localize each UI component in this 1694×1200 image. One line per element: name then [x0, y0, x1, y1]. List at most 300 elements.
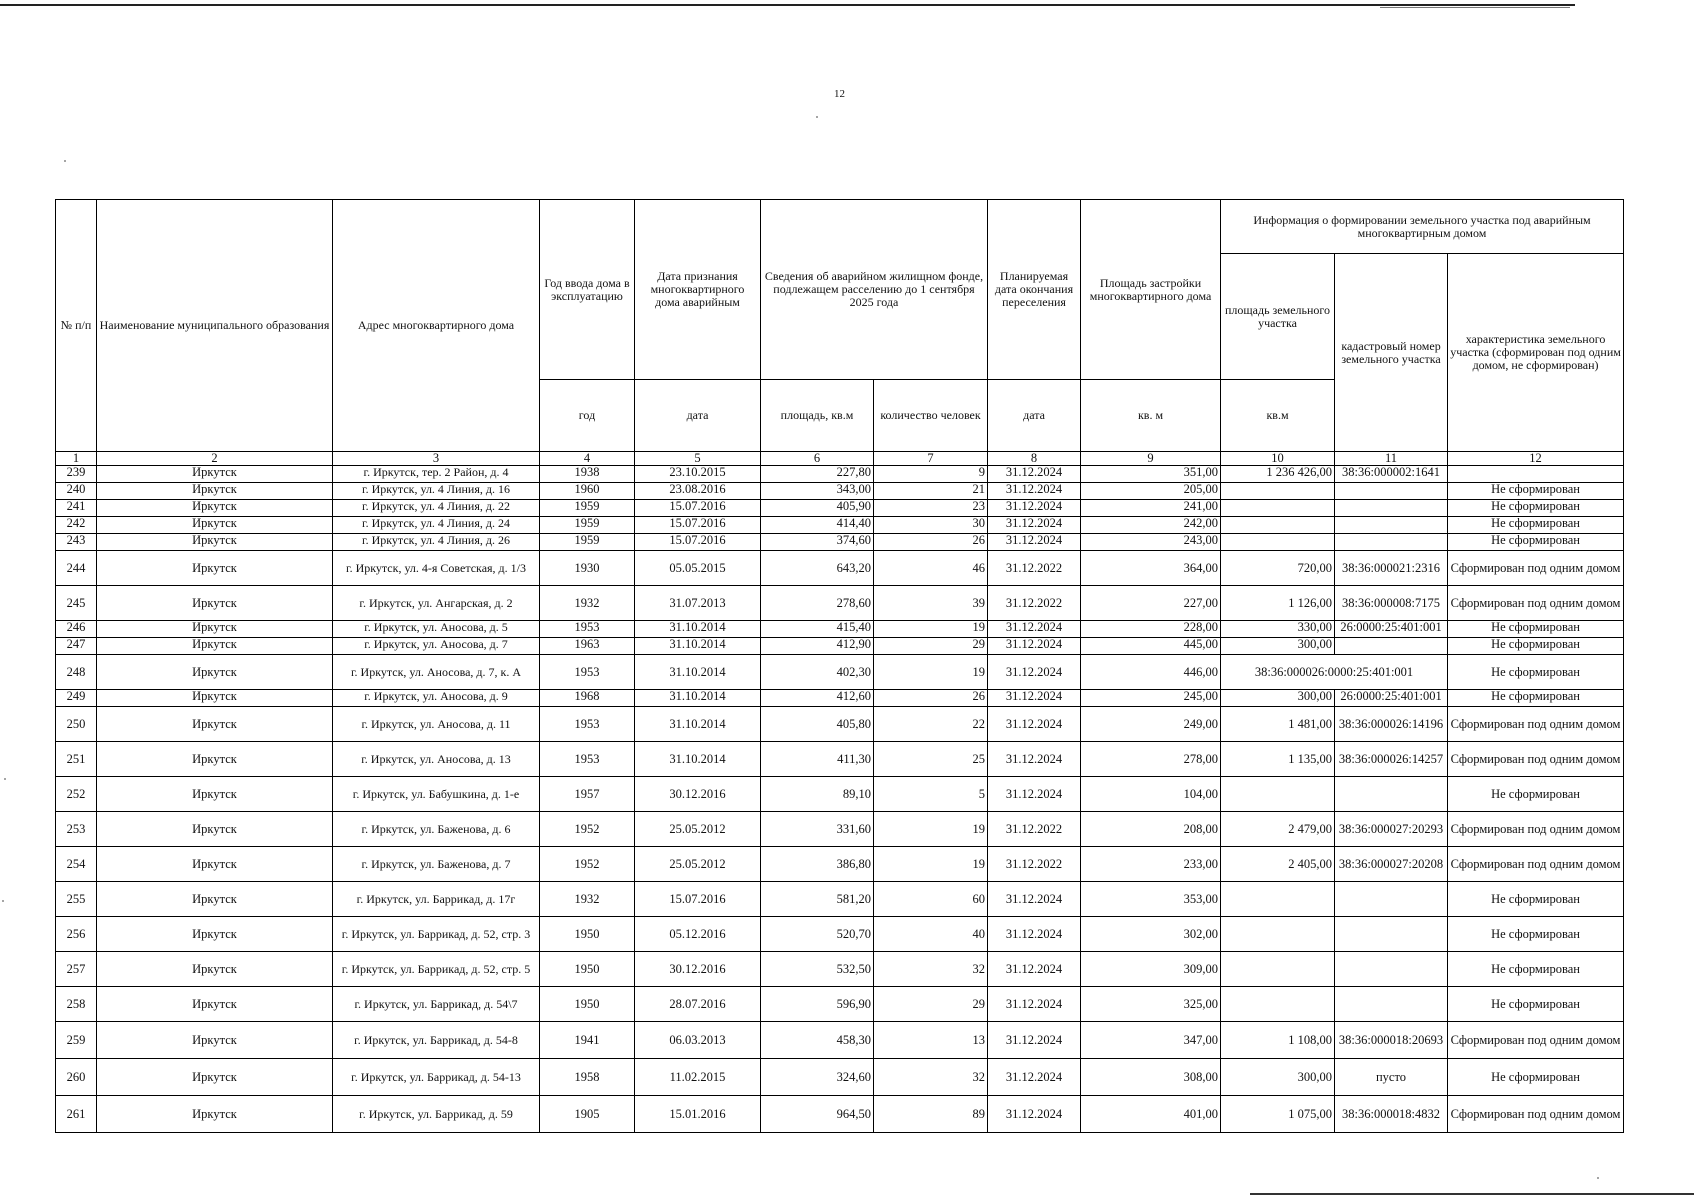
- address-cell: г. Иркутск, ул. Ангарская, д. 2: [333, 586, 540, 621]
- recognized-date-cell: 05.05.2015: [635, 551, 761, 586]
- column-number: 3: [333, 452, 540, 466]
- recognized-date-cell: 25.05.2012: [635, 812, 761, 847]
- recognized-date-cell: 31.10.2014: [635, 621, 761, 638]
- area-cell: 581,20: [761, 882, 874, 917]
- planned-date-cell: 31.12.2024: [988, 952, 1081, 987]
- municipality-cell: Иркутск: [97, 882, 333, 917]
- recognized-date-cell: 15.01.2016: [635, 1096, 761, 1133]
- people-cell: 22: [874, 707, 988, 742]
- year-cell: 1953: [540, 655, 635, 690]
- footprint-cell: 242,00: [1081, 517, 1221, 534]
- table-row: [56, 707, 1624, 742]
- people-cell: 89: [874, 1096, 988, 1133]
- land-area-cell: 1 481,00: [1221, 707, 1335, 742]
- land-area-cell: 300,00: [1221, 690, 1335, 707]
- land-status-cell: Сформирован под одним домом: [1448, 551, 1624, 586]
- cadastral-cell: [1335, 534, 1448, 551]
- emergency-housing-table: [55, 199, 1624, 1133]
- people-cell: 13: [874, 1022, 988, 1059]
- cadastral-cell: пусто: [1335, 1059, 1448, 1096]
- cadastral-cell: [1335, 638, 1448, 655]
- address-cell: г. Иркутск, ул. Баррикад, д. 59: [333, 1096, 540, 1133]
- header-municipality: Наименование муниципального образования: [97, 200, 333, 452]
- footprint-cell: 325,00: [1081, 987, 1221, 1022]
- address-cell: г. Иркутск, ул. Баррикад, д. 54\7: [333, 987, 540, 1022]
- year-cell: 1952: [540, 812, 635, 847]
- footprint-cell: 309,00: [1081, 952, 1221, 987]
- people-cell: 32: [874, 952, 988, 987]
- address-cell: г. Иркутск, ул. 4 Линия, д. 24: [333, 517, 540, 534]
- land-area-cell: 2 479,00: [1221, 812, 1335, 847]
- land-area-cell: 1 126,00: [1221, 586, 1335, 621]
- planned-date-cell: 31.12.2024: [988, 777, 1081, 812]
- land-status-cell: Сформирован под одним домом: [1448, 847, 1624, 882]
- land-area-cell: 38:36:000026:0000:25:401:001: [1221, 655, 1448, 690]
- land-status-cell: Не сформирован: [1448, 882, 1624, 917]
- row-number: 244: [56, 551, 97, 586]
- people-cell: 5: [874, 777, 988, 812]
- municipality-cell: Иркутск: [97, 690, 333, 707]
- area-cell: 374,60: [761, 534, 874, 551]
- cadastral-cell: 38:36:000002:1641: [1335, 466, 1448, 483]
- table-row: [56, 621, 1624, 638]
- row-number: 241: [56, 500, 97, 517]
- people-cell: 21: [874, 483, 988, 500]
- people-cell: 19: [874, 847, 988, 882]
- row-number: 256: [56, 917, 97, 952]
- table-row: [56, 517, 1624, 534]
- area-cell: 412,90: [761, 638, 874, 655]
- address-cell: г. Иркутск, ул. Баженова, д. 7: [333, 847, 540, 882]
- column-number: 7: [874, 452, 988, 466]
- land-area-cell: 1 075,00: [1221, 1096, 1335, 1133]
- land-status-cell: Не сформирован: [1448, 534, 1624, 551]
- planned-date-cell: 31.12.2024: [988, 483, 1081, 500]
- column-number: 4: [540, 452, 635, 466]
- area-cell: 227,80: [761, 466, 874, 483]
- land-status-cell: Не сформирован: [1448, 517, 1624, 534]
- land-area-cell: [1221, 483, 1335, 500]
- year-cell: 1959: [540, 534, 635, 551]
- row-number: 239: [56, 466, 97, 483]
- municipality-cell: Иркутск: [97, 987, 333, 1022]
- recognized-date-cell: 31.10.2014: [635, 638, 761, 655]
- land-area-cell: [1221, 534, 1335, 551]
- unit-land-area: кв.м: [1221, 380, 1335, 452]
- recognized-date-cell: 28.07.2016: [635, 987, 761, 1022]
- footprint-cell: 243,00: [1081, 534, 1221, 551]
- row-number: 242: [56, 517, 97, 534]
- address-cell: г. Иркутск, ул. Баррикад, д. 52, стр. 5: [333, 952, 540, 987]
- planned-date-cell: 31.12.2022: [988, 551, 1081, 586]
- table-row: [56, 638, 1624, 655]
- recognized-date-cell: 31.10.2014: [635, 707, 761, 742]
- unit-footprint: кв. м: [1081, 380, 1221, 452]
- cadastral-cell: 26:0000:25:401:001: [1335, 690, 1448, 707]
- footprint-cell: 249,00: [1081, 707, 1221, 742]
- land-area-cell: [1221, 952, 1335, 987]
- area-cell: 964,50: [761, 1096, 874, 1133]
- planned-date-cell: 31.12.2024: [988, 655, 1081, 690]
- address-cell: г. Иркутск, ул. Аносова, д. 11: [333, 707, 540, 742]
- area-cell: 89,10: [761, 777, 874, 812]
- planned-date-cell: 31.12.2024: [988, 517, 1081, 534]
- scan-speck: [4, 778, 6, 780]
- row-number: 240: [56, 483, 97, 500]
- municipality-cell: Иркутск: [97, 742, 333, 777]
- header-address: Адрес многоквартирного дома: [333, 200, 540, 452]
- land-area-cell: 1 108,00: [1221, 1022, 1335, 1059]
- unit-year: год: [540, 380, 635, 452]
- area-cell: 405,80: [761, 707, 874, 742]
- footprint-cell: 104,00: [1081, 777, 1221, 812]
- recognized-date-cell: 23.10.2015: [635, 466, 761, 483]
- municipality-cell: Иркутск: [97, 517, 333, 534]
- unit-recognized: дата: [635, 380, 761, 452]
- table-row: [56, 586, 1624, 621]
- table-row: [56, 1059, 1624, 1096]
- land-status-cell: [1448, 466, 1624, 483]
- land-status-cell: Сформирован под одним домом: [1448, 812, 1624, 847]
- recognized-date-cell: 25.05.2012: [635, 847, 761, 882]
- land-status-cell: Не сформирован: [1448, 1059, 1624, 1096]
- municipality-cell: Иркутск: [97, 466, 333, 483]
- area-cell: 414,40: [761, 517, 874, 534]
- column-number: 1: [56, 452, 97, 466]
- table-header: [56, 200, 1624, 466]
- footprint-cell: 227,00: [1081, 586, 1221, 621]
- address-cell: г. Иркутск, ул. Аносова, д. 7, к. А: [333, 655, 540, 690]
- row-number: 261: [56, 1096, 97, 1133]
- footprint-cell: 302,00: [1081, 917, 1221, 952]
- municipality-cell: Иркутск: [97, 847, 333, 882]
- table-row: [56, 987, 1624, 1022]
- row-number: 260: [56, 1059, 97, 1096]
- address-cell: г. Иркутск, ул. Баррикад, д. 52, стр. 3: [333, 917, 540, 952]
- people-cell: 46: [874, 551, 988, 586]
- planned-date-cell: 31.12.2022: [988, 812, 1081, 847]
- row-number: 243: [56, 534, 97, 551]
- address-cell: г. Иркутск, ул. Аносова, д. 13: [333, 742, 540, 777]
- year-cell: 1958: [540, 1059, 635, 1096]
- header-cadastral: кадастровый номер земельного участка: [1335, 254, 1448, 452]
- people-cell: 30: [874, 517, 988, 534]
- row-number: 258: [56, 987, 97, 1022]
- header-year: Год ввода дома в эксплуатацию: [540, 200, 635, 380]
- year-cell: 1959: [540, 500, 635, 517]
- footprint-cell: 445,00: [1081, 638, 1221, 655]
- footprint-cell: 241,00: [1081, 500, 1221, 517]
- table-row: [56, 952, 1624, 987]
- people-cell: 32: [874, 1059, 988, 1096]
- recognized-date-cell: 15.07.2016: [635, 500, 761, 517]
- cadastral-cell: [1335, 952, 1448, 987]
- recognized-date-cell: 11.02.2015: [635, 1059, 761, 1096]
- land-area-cell: [1221, 987, 1335, 1022]
- area-cell: 411,30: [761, 742, 874, 777]
- area-cell: 415,40: [761, 621, 874, 638]
- address-cell: г. Иркутск, ул. Баженова, д. 6: [333, 812, 540, 847]
- planned-date-cell: 31.12.2022: [988, 586, 1081, 621]
- cadastral-cell: [1335, 483, 1448, 500]
- cadastral-cell: 38:36:000026:14257: [1335, 742, 1448, 777]
- municipality-cell: Иркутск: [97, 917, 333, 952]
- municipality-cell: Иркутск: [97, 551, 333, 586]
- year-cell: 1968: [540, 690, 635, 707]
- land-status-cell: Не сформирован: [1448, 952, 1624, 987]
- footprint-cell: 233,00: [1081, 847, 1221, 882]
- footprint-cell: 208,00: [1081, 812, 1221, 847]
- column-number: 12: [1448, 452, 1624, 466]
- recognized-date-cell: 05.12.2016: [635, 917, 761, 952]
- row-number: 246: [56, 621, 97, 638]
- planned-date-cell: 31.12.2024: [988, 500, 1081, 517]
- people-cell: 26: [874, 534, 988, 551]
- table-row: [56, 655, 1624, 690]
- table-row: [56, 534, 1624, 551]
- land-status-cell: Не сформирован: [1448, 690, 1624, 707]
- row-number: 253: [56, 812, 97, 847]
- planned-date-cell: 31.12.2022: [988, 847, 1081, 882]
- people-cell: 25: [874, 742, 988, 777]
- year-cell: 1953: [540, 707, 635, 742]
- cadastral-cell: [1335, 917, 1448, 952]
- table-row: [56, 1022, 1624, 1059]
- land-status-cell: Не сформирован: [1448, 917, 1624, 952]
- address-cell: г. Иркутск, ул. Бабушкина, д. 1-е: [333, 777, 540, 812]
- recognized-date-cell: 15.07.2016: [635, 882, 761, 917]
- scan-top-border: [0, 4, 1575, 6]
- people-cell: 39: [874, 586, 988, 621]
- year-cell: 1957: [540, 777, 635, 812]
- header-land-area: площадь земельного участка: [1221, 254, 1335, 380]
- year-cell: 1938: [540, 466, 635, 483]
- land-area-cell: 1 236 426,00: [1221, 466, 1335, 483]
- planned-date-cell: 31.12.2024: [988, 690, 1081, 707]
- area-cell: 596,90: [761, 987, 874, 1022]
- address-cell: г. Иркутск, ул. 4 Линия, д. 22: [333, 500, 540, 517]
- municipality-cell: Иркутск: [97, 707, 333, 742]
- people-cell: 60: [874, 882, 988, 917]
- area-cell: 402,30: [761, 655, 874, 690]
- planned-date-cell: 31.12.2024: [988, 534, 1081, 551]
- year-cell: 1950: [540, 952, 635, 987]
- land-status-cell: Не сформирован: [1448, 655, 1624, 690]
- scan-speck: [1597, 1177, 1599, 1179]
- land-area-cell: 1 135,00: [1221, 742, 1335, 777]
- year-cell: 1932: [540, 586, 635, 621]
- area-cell: 458,30: [761, 1022, 874, 1059]
- year-cell: 1953: [540, 621, 635, 638]
- address-cell: г. Иркутск, ул. Баррикад, д. 54-8: [333, 1022, 540, 1059]
- area-cell: 278,60: [761, 586, 874, 621]
- footprint-cell: 351,00: [1081, 466, 1221, 483]
- land-status-cell: Не сформирован: [1448, 483, 1624, 500]
- recognized-date-cell: 15.07.2016: [635, 534, 761, 551]
- municipality-cell: Иркутск: [97, 777, 333, 812]
- footprint-cell: 347,00: [1081, 1022, 1221, 1059]
- land-status-cell: Не сформирован: [1448, 500, 1624, 517]
- area-cell: 412,60: [761, 690, 874, 707]
- year-cell: 1960: [540, 483, 635, 500]
- recognized-date-cell: 23.08.2016: [635, 483, 761, 500]
- municipality-cell: Иркутск: [97, 1022, 333, 1059]
- year-cell: 1905: [540, 1096, 635, 1133]
- address-cell: г. Иркутск, ул. Баррикад, д. 17г: [333, 882, 540, 917]
- header-land-group: Информация о формировании земельного участка под аварийным многоквартирным домом: [1221, 200, 1624, 254]
- unit-people: количество человек: [874, 380, 988, 452]
- land-status-cell: Сформирован под одним домом: [1448, 1096, 1624, 1133]
- cadastral-cell: [1335, 882, 1448, 917]
- municipality-cell: Иркутск: [97, 655, 333, 690]
- header-recognized: Дата признания многоквартирного дома аварийным: [635, 200, 761, 380]
- municipality-cell: Иркутск: [97, 1096, 333, 1133]
- year-cell: 1930: [540, 551, 635, 586]
- table-row: [56, 777, 1624, 812]
- cadastral-cell: [1335, 777, 1448, 812]
- page-number: 12: [834, 88, 845, 100]
- municipality-cell: Иркутск: [97, 952, 333, 987]
- cadastral-cell: 38:36:000018:20693: [1335, 1022, 1448, 1059]
- year-cell: 1932: [540, 882, 635, 917]
- header-num: № п/п: [56, 200, 97, 452]
- row-number: 248: [56, 655, 97, 690]
- land-area-cell: 720,00: [1221, 551, 1335, 586]
- footprint-cell: 278,00: [1081, 742, 1221, 777]
- recognized-date-cell: 06.03.2013: [635, 1022, 761, 1059]
- table-row: [56, 690, 1624, 707]
- scan-speck: [816, 116, 818, 118]
- table-row: [56, 500, 1624, 517]
- footprint-cell: 228,00: [1081, 621, 1221, 638]
- table-row: [56, 812, 1624, 847]
- row-number: 255: [56, 882, 97, 917]
- address-cell: г. Иркутск, ул. 4 Линия, д. 26: [333, 534, 540, 551]
- row-number: 252: [56, 777, 97, 812]
- footprint-cell: 446,00: [1081, 655, 1221, 690]
- row-number: 249: [56, 690, 97, 707]
- land-area-cell: [1221, 882, 1335, 917]
- address-cell: г. Иркутск, ул. 4 Линия, д. 16: [333, 483, 540, 500]
- area-cell: 331,60: [761, 812, 874, 847]
- table-row: [56, 483, 1624, 500]
- year-cell: 1959: [540, 517, 635, 534]
- area-cell: 343,00: [761, 483, 874, 500]
- address-cell: г. Иркутск, тер. 2 Район, д. 4: [333, 466, 540, 483]
- scan-top-border-shadow: [1380, 7, 1570, 8]
- municipality-cell: Иркутск: [97, 586, 333, 621]
- municipality-cell: Иркутск: [97, 534, 333, 551]
- people-cell: 40: [874, 917, 988, 952]
- year-cell: 1952: [540, 847, 635, 882]
- planned-date-cell: 31.12.2024: [988, 466, 1081, 483]
- table-row: [56, 1096, 1624, 1133]
- planned-date-cell: 31.12.2024: [988, 987, 1081, 1022]
- table-row: [56, 466, 1624, 483]
- land-status-cell: Не сформирован: [1448, 638, 1624, 655]
- header-planned-date: Планируемая дата окончания переселения: [988, 200, 1081, 380]
- land-area-cell: 2 405,00: [1221, 847, 1335, 882]
- municipality-cell: Иркутск: [97, 500, 333, 517]
- area-cell: 324,60: [761, 1059, 874, 1096]
- cadastral-cell: [1335, 500, 1448, 517]
- municipality-cell: Иркутск: [97, 1059, 333, 1096]
- footprint-cell: 205,00: [1081, 483, 1221, 500]
- land-area-cell: [1221, 777, 1335, 812]
- header-footprint: Площадь застройки многоквартирного дома: [1081, 200, 1221, 380]
- year-cell: 1963: [540, 638, 635, 655]
- cadastral-cell: 38:36:000018:4832: [1335, 1096, 1448, 1133]
- municipality-cell: Иркутск: [97, 621, 333, 638]
- cadastral-cell: [1335, 987, 1448, 1022]
- column-number: 9: [1081, 452, 1221, 466]
- footprint-cell: 364,00: [1081, 551, 1221, 586]
- planned-date-cell: 31.12.2024: [988, 638, 1081, 655]
- recognized-date-cell: 15.07.2016: [635, 517, 761, 534]
- municipality-cell: Иркутск: [97, 812, 333, 847]
- footprint-cell: 353,00: [1081, 882, 1221, 917]
- people-cell: 19: [874, 812, 988, 847]
- people-cell: 19: [874, 621, 988, 638]
- column-number: 8: [988, 452, 1081, 466]
- planned-date-cell: 31.12.2024: [988, 1096, 1081, 1133]
- cadastral-cell: 38:36:000027:20208: [1335, 847, 1448, 882]
- people-cell: 19: [874, 655, 988, 690]
- scan-speck: [64, 160, 66, 162]
- area-cell: 520,70: [761, 917, 874, 952]
- unit-area: площадь, кв.м: [761, 380, 874, 452]
- cadastral-cell: [1335, 517, 1448, 534]
- address-cell: г. Иркутск, ул. Аносова, д. 5: [333, 621, 540, 638]
- people-cell: 26: [874, 690, 988, 707]
- area-cell: 386,80: [761, 847, 874, 882]
- row-number: 247: [56, 638, 97, 655]
- scan-speck: [2, 900, 4, 902]
- row-number: 250: [56, 707, 97, 742]
- recognized-date-cell: 31.10.2014: [635, 655, 761, 690]
- area-cell: 643,20: [761, 551, 874, 586]
- land-status-cell: Сформирован под одним домом: [1448, 1022, 1624, 1059]
- header-emergency-info: Сведения об аварийном жилищном фонде, подлежащем расселению до 1 сентября 2025 года: [761, 200, 988, 380]
- footprint-cell: 401,00: [1081, 1096, 1221, 1133]
- area-cell: 532,50: [761, 952, 874, 987]
- footprint-cell: 245,00: [1081, 690, 1221, 707]
- unit-planned: дата: [988, 380, 1081, 452]
- address-cell: г. Иркутск, ул. Аносова, д. 9: [333, 690, 540, 707]
- land-area-cell: [1221, 517, 1335, 534]
- row-number: 251: [56, 742, 97, 777]
- municipality-cell: Иркутск: [97, 483, 333, 500]
- year-cell: 1950: [540, 987, 635, 1022]
- year-cell: 1953: [540, 742, 635, 777]
- column-number: 10: [1221, 452, 1335, 466]
- recognized-date-cell: 31.10.2014: [635, 742, 761, 777]
- cadastral-cell: 38:36:000026:14196: [1335, 707, 1448, 742]
- scan-bottom-border: [1250, 1193, 1694, 1195]
- footprint-cell: 308,00: [1081, 1059, 1221, 1096]
- people-cell: 29: [874, 987, 988, 1022]
- recognized-date-cell: 30.12.2016: [635, 777, 761, 812]
- planned-date-cell: 31.12.2024: [988, 1022, 1081, 1059]
- table-row: [56, 917, 1624, 952]
- recognized-date-cell: 31.07.2013: [635, 586, 761, 621]
- people-cell: 9: [874, 466, 988, 483]
- municipality-cell: Иркутск: [97, 638, 333, 655]
- row-number: 245: [56, 586, 97, 621]
- land-area-cell: [1221, 500, 1335, 517]
- table-row: [56, 742, 1624, 777]
- land-status-cell: Не сформирован: [1448, 987, 1624, 1022]
